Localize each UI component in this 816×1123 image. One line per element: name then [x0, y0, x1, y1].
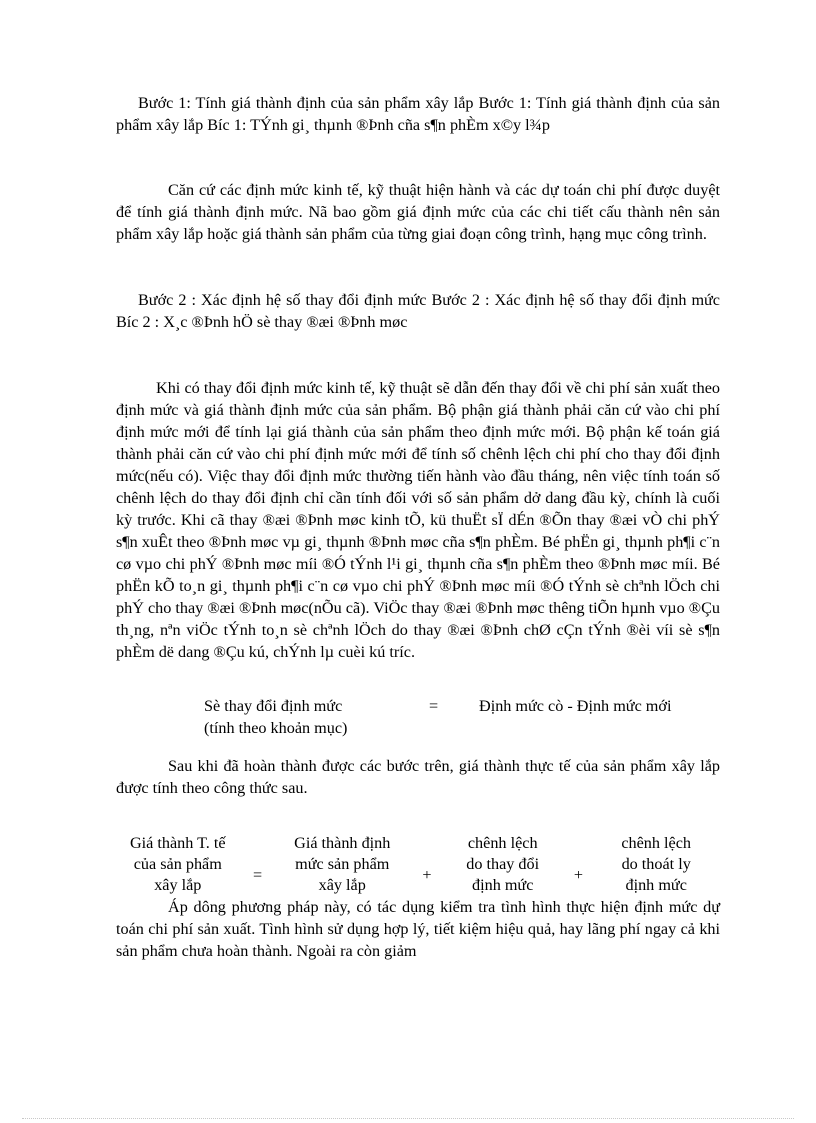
paragraph-step2: Bước 2 : Xác định hệ số thay đổi định mức Bước 2 : Xác định hệ số thay đổi định mức Bíc 2 : X¸c ®Þnh hÖ sè thay ®æi ®Þnh møc	[116, 291, 720, 331]
formula-plus-sign: +	[573, 865, 584, 884]
term-norm-change-diff: chênh lệch do thay đổi định mức	[466, 834, 540, 894]
paragraph-step1: Bước 1: Tính giá thành định của sản phẩm xây lắp Bước 1: Tính giá thành định của sản phẩm xây lắp Bíc 1: TÝnh gi¸ thµnh ®Þnh cña s¶n phÈm x©y l¾p	[116, 94, 720, 134]
formula-equals-sign: =	[252, 865, 263, 884]
paragraph-norm-change: Khi có thay đổi định mức kinh tế, kỹ thuật sẽ dẫn đến thay đổi về chi phí sản xuất theo định mức và giá thành định mức của sản phẩm. Bộ phận giá thành phải căn cứ vào chi phí định mức mới để tính lại giá thành của sản phẩm theo định mức mới. Bộ phận kế toán giá thành phải căn cứ vào chi phí định mức mới để tính số chênh lệch chi phí cho thay đổi định mức(nếu có). Việc thay đổi định mức thường tiến hành vào đầu tháng, nên việc tính toán số chênh lệch do thay đổi định chỉ cần tính đối với số sản phẩm dở dang đầu kỳ, chính là cuối kỳ trước. Khi cã thay ®æi ®Þnh møc kinh tÕ, kü thuËt sÏ dÉn ®Õn thay ®æi vÒ chi phÝ s¶n xuÊt theo ®Þnh møc vµ gi¸ thµnh ®Þnh møc cña s¶n phÈm. Bé phËn gi¸ thµnh ph¶i c¨n cø vµo chi phÝ ®Þnh møc míi ®Ó tÝnh l¹i gi¸ thµnh cña s¶n phÈm theo ®Þnh møc míi. Bé phËn kÕ to¸n gi¸ thµnh ph¶i c¨n cø vµo chi phÝ ®Þnh møc míi ®Ó tÝnh sè chªnh lÖch chi phÝ cho thay ®æi ®Þnh møc(nÕu cã). ViÖc thay ®æi ®Þnh møc thêng tiÕn hµnh vµo ®Çu th¸ng, nªn viÖc tÝnh to¸n sè chªnh lÖch do thay ®æi ®Þnh chØ cÇn tÝnh ®èi víi sè s¶n phÈm dë dang ®Çu kú, chÝnh lµ cuèi kú tríc.	[116, 379, 720, 661]
formula-right: Định mức cò - Định mức mới	[479, 697, 672, 715]
formula-left: Sè thay đổi định mức	[204, 697, 343, 715]
page-bottom-divider	[22, 1118, 794, 1119]
document-body	[116, 92, 720, 962]
formula-plus-sign: +	[422, 865, 432, 884]
term-norm-cost: Giá thành định mức sản phẩm xây lắp	[294, 834, 391, 894]
term-actual-cost: Giá thành T. tế của sản phẩm xây lắp	[129, 834, 226, 894]
paragraph-method-effect: Áp dông phương pháp này, có tác dụng kiểm tra tình hình thực hiện định mức dự toán chi phí sản xuất. Tình hình sử dụng hợp lý, tiết kiệm hiệu quả, hay lãng phí ngay cả khi sản phẩm chưa hoàn thành. Ngoài ra còn giảm	[116, 898, 720, 960]
paragraph-norm-cost: Căn cứ các định mức kinh tế, kỹ thuật hiện hành và các dự toán chi phí được duyệt để tính giá thành định mức. Nã bao gồm giá định mức của các chi tiết cấu thành nên sản phẩm xây lắp hoặc giá thành sản phẩm của từng giai đoạn công trình, hạng mục công trình.	[116, 181, 720, 243]
formula-norm-change	[204, 695, 724, 739]
formula-note: (tính theo khoản mục)	[204, 719, 348, 737]
paragraph-after-steps: Sau khi đã hoàn thành được các bước trên, giá thành thực tế của sản phẩm xây lắp được tính theo công thức sau.	[116, 757, 720, 797]
formula-equals: =	[429, 697, 439, 715]
formula-actual-cost	[116, 833, 716, 896]
term-norm-deviation-diff: chênh lệch do thoát ly định mức	[621, 834, 692, 894]
